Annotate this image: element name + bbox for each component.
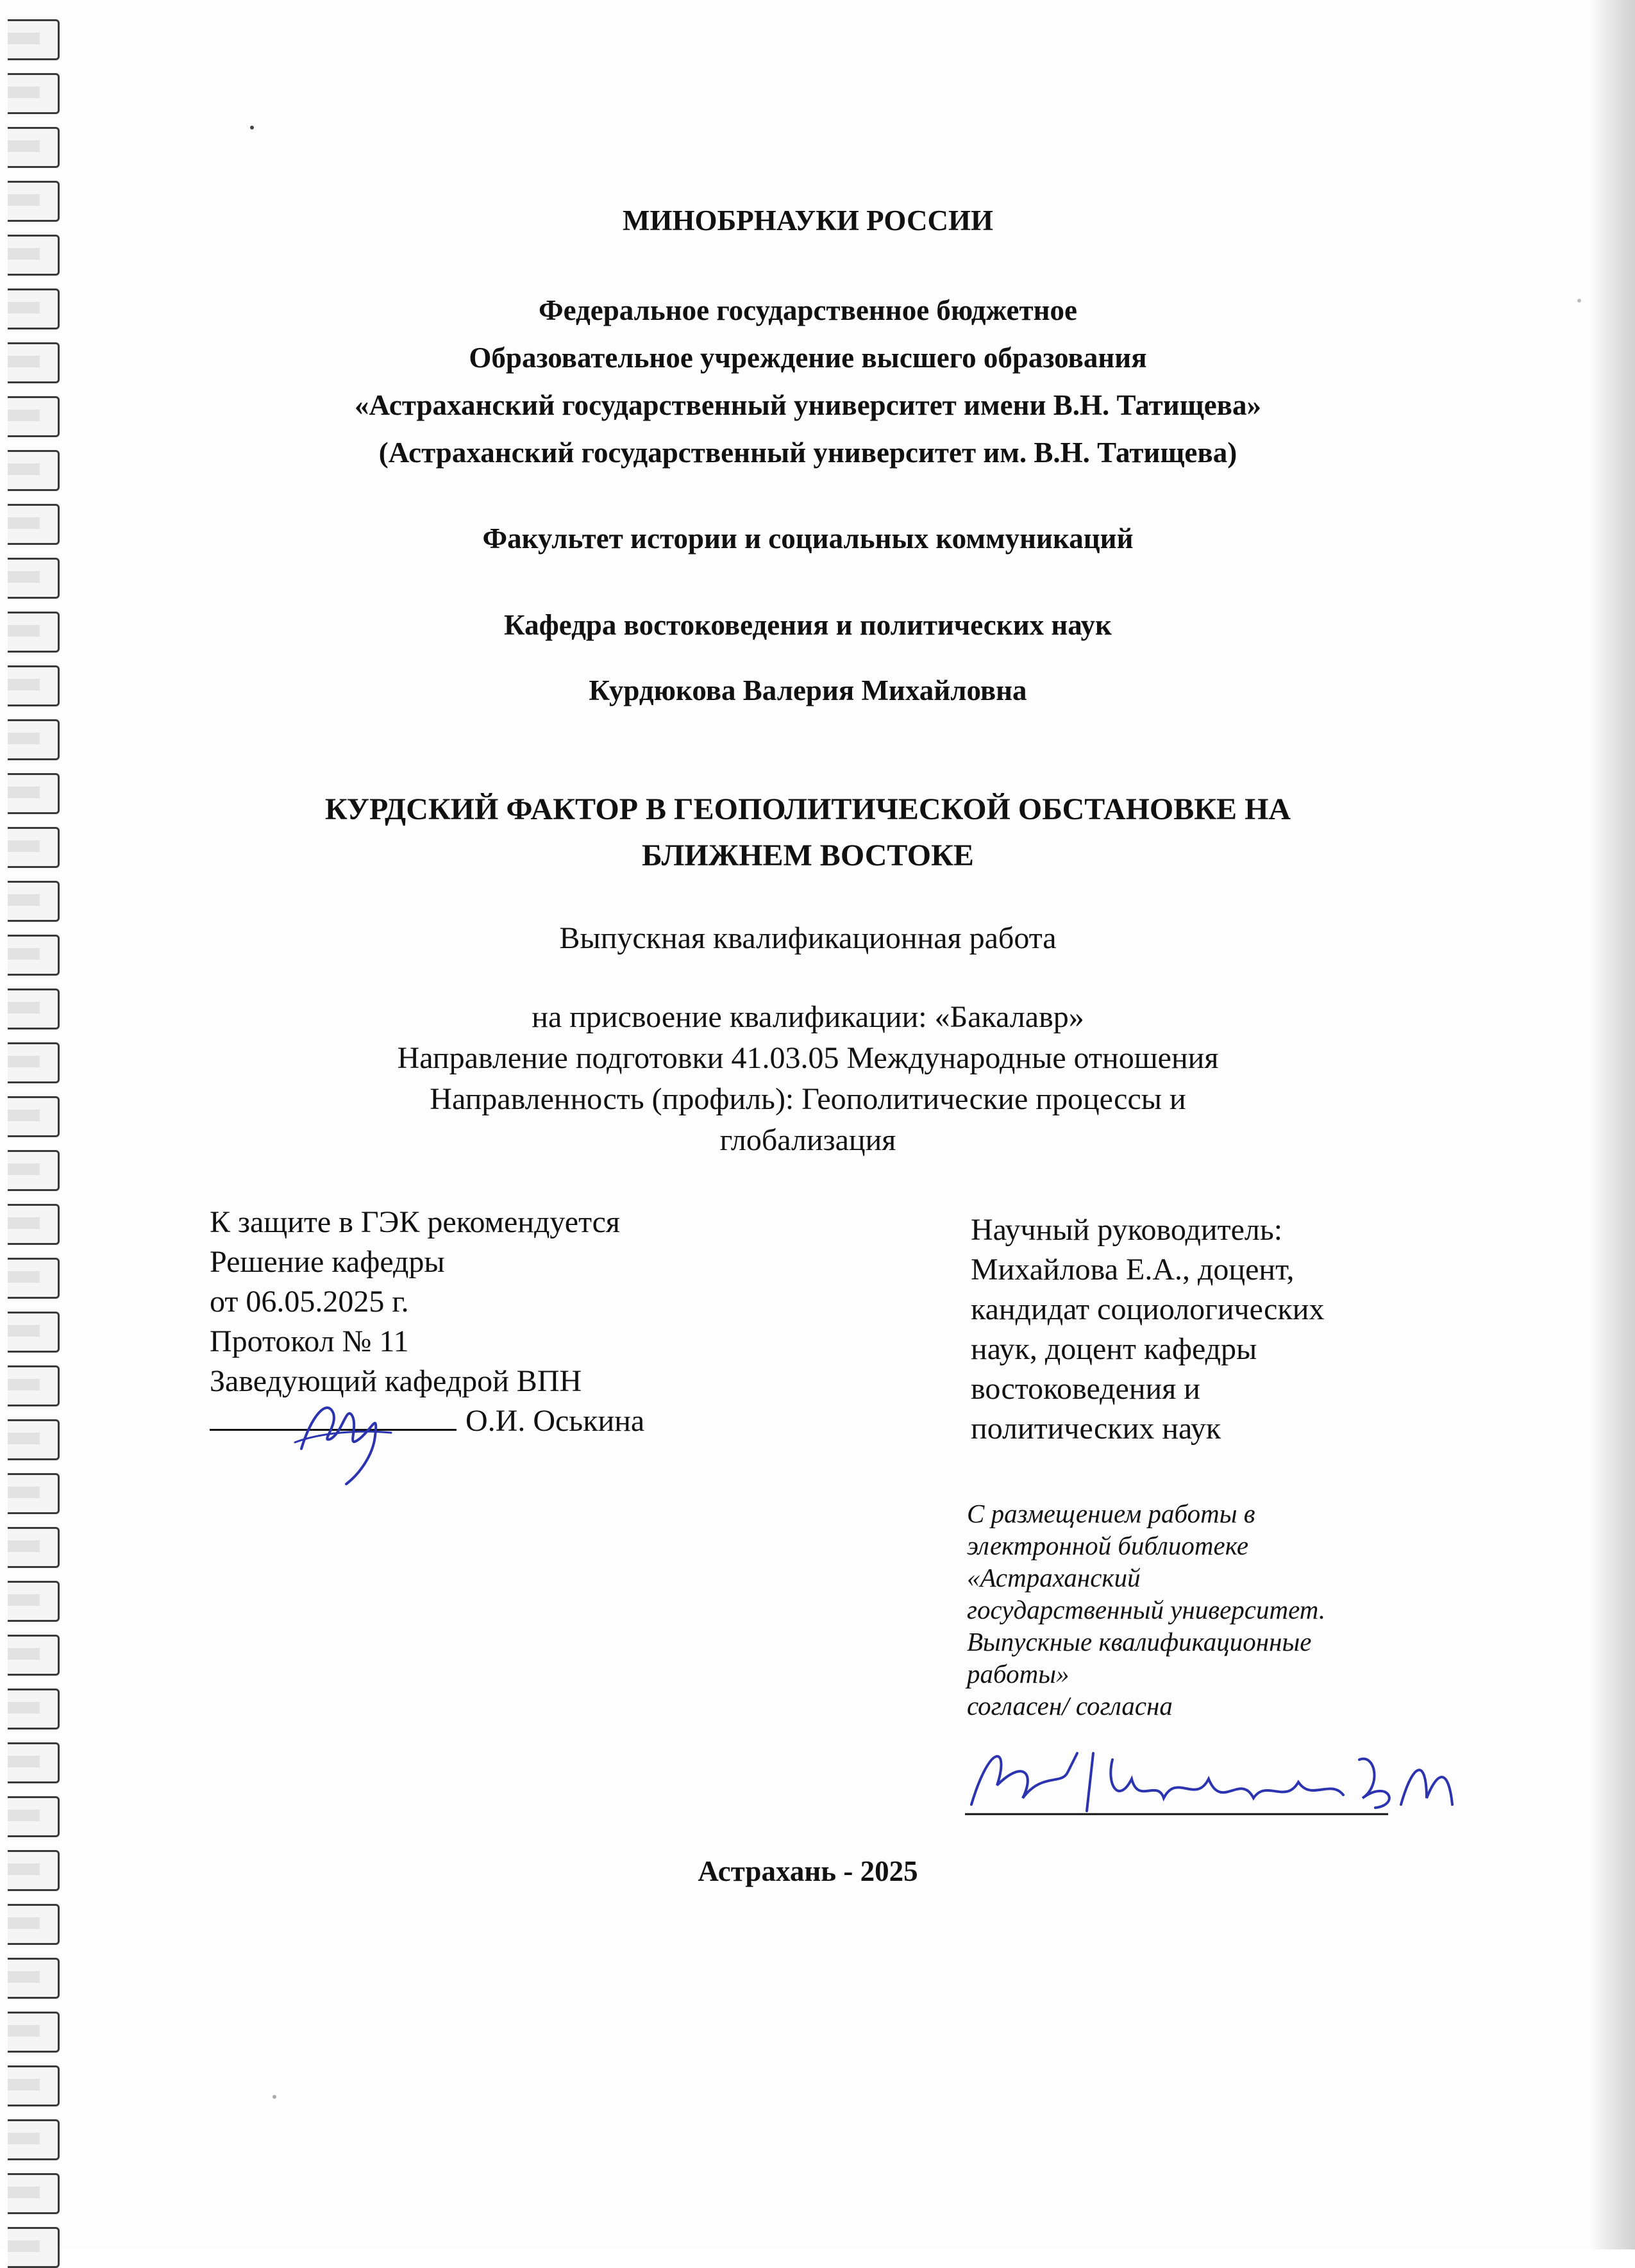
qualification-line-4: глобализация: [719, 1123, 896, 1157]
supervisor-line-4: наук, доцент кафедры: [971, 1332, 1257, 1366]
binding-ring: [8, 2065, 60, 2106]
consent-line-3: «Астраханский: [967, 1563, 1141, 1592]
supervisor-line-2: Михайлова Е.А., доцент,: [971, 1253, 1295, 1287]
binding-ring: [8, 288, 60, 329]
qualification-line-3: Направленность (профиль): Геополитические процессы и: [430, 1082, 1186, 1116]
binding-ring: [8, 1150, 60, 1191]
binding-ring: [8, 1312, 60, 1353]
spiral-binding: [0, 0, 71, 2249]
head-signature-row: [210, 1401, 644, 1441]
binding-ring: [8, 1473, 60, 1514]
binding-ring: [8, 1635, 60, 1676]
binding-ring: [8, 827, 60, 868]
binding-ring: [8, 1204, 60, 1245]
binding-ring: [8, 127, 60, 168]
binding-ring: [8, 2173, 60, 2214]
binding-ring: [8, 935, 60, 976]
library-consent-note: [967, 1497, 1325, 1722]
department-name: Кафедра востоковедения и политических наук: [504, 609, 1112, 641]
approval-line-1: К защите в ГЭК рекомендуется: [210, 1205, 621, 1239]
binding-ring: [8, 1796, 60, 1837]
binding-ring: [8, 2012, 60, 2053]
author-name: Курдюкова Валерия Михайловна: [589, 674, 1027, 706]
scan-speck: [1577, 299, 1581, 303]
consent-line-2: электронной библиотеке: [967, 1531, 1249, 1560]
binding-ring: [8, 1688, 60, 1730]
binding-ring: [8, 396, 60, 437]
scan-speck: [250, 126, 254, 129]
binding-ring: [8, 665, 60, 706]
institution-line-4: (Астраханский государственный университет им. В.Н. Татищева): [378, 437, 1237, 469]
approval-line-4: Протокол № 11: [210, 1324, 409, 1358]
supervisor-line-6: политических наук: [971, 1412, 1221, 1446]
consent-line-5: Выпускные квалификационные: [967, 1627, 1312, 1656]
supervisor-line-1: Научный руководитель:: [971, 1213, 1283, 1247]
institution-line-2: Образовательное учреждение высшего образования: [469, 342, 1147, 374]
binding-ring: [8, 1419, 60, 1460]
binding-ring: [8, 881, 60, 922]
supervisor-line-3: кандидат социологических: [971, 1292, 1325, 1326]
work-type: Выпускная квалификационная работа: [559, 921, 1057, 955]
supervisor-line-5: востоковедения и: [971, 1372, 1200, 1406]
binding-ring: [8, 1742, 60, 1783]
binding-ring: [8, 181, 60, 222]
head-signature-image: [282, 1378, 398, 1487]
binding-ring: [8, 988, 60, 1030]
page-stack-edge: [1590, 0, 1635, 2249]
consent-line-1: С размещением работы в: [967, 1499, 1255, 1528]
binding-ring: [8, 1365, 60, 1406]
approval-line-3: от 06.05.2025 г.: [210, 1285, 409, 1319]
city-year: Астрахань - 2025: [698, 1855, 918, 1887]
binding-ring: [8, 73, 60, 114]
institution-line-3: «Астраханский государственный университет имени В.Н. Татищева»: [355, 389, 1261, 421]
binding-ring: [8, 235, 60, 276]
approval-line-5: Заведующий кафедрой ВПН: [210, 1364, 582, 1398]
qualification-line-1: на присвоение квалификации: «Бакалавр»: [532, 1000, 1084, 1034]
binding-ring: [8, 558, 60, 599]
binding-ring: [8, 19, 60, 60]
approval-line-2: Решение кафедры: [210, 1245, 445, 1279]
binding-ring: [8, 1258, 60, 1299]
binding-ring: [8, 450, 60, 491]
head-name: О.И. Оськина: [465, 1404, 645, 1438]
binding-ring: [8, 2119, 60, 2160]
approval-block: [210, 1203, 644, 1441]
consent-line-6: работы»: [967, 1659, 1069, 1688]
binding-ring: [8, 612, 60, 653]
consent-line-7: согласен/ согласна: [967, 1691, 1173, 1721]
faculty-name: Факультет истории и социальных коммуникаций: [482, 522, 1134, 554]
supervisor-block: [971, 1210, 1324, 1449]
binding-ring: [8, 1527, 60, 1568]
qualification-line-2: Направление подготовки 41.03.05 Международные отношения: [397, 1041, 1219, 1075]
ministry-heading: МИНОБРНАУКИ РОССИИ: [623, 204, 993, 237]
scan-speck: [272, 2095, 276, 2099]
binding-ring: [8, 773, 60, 814]
binding-ring: [8, 342, 60, 383]
binding-ring: [8, 1581, 60, 1622]
binding-ring: [8, 504, 60, 545]
consent-line-4: государственный университет.: [967, 1595, 1326, 1624]
binding-ring: [8, 1096, 60, 1137]
binding-ring: [8, 1850, 60, 1891]
binding-ring: [8, 1904, 60, 1945]
student-signature-image: [965, 1734, 1465, 1830]
thesis-title-line-1: КУРДСКИЙ ФАКТОР В ГЕОПОЛИТИЧЕСКОЙ ОБСТАНОВКЕ НА: [324, 792, 1291, 826]
binding-ring: [8, 1958, 60, 1999]
binding-ring: [8, 719, 60, 760]
institution-line-1: Федеральное государственное бюджетное: [538, 294, 1078, 326]
binding-ring: [8, 2227, 60, 2268]
thesis-title-line-2: БЛИЖНЕМ ВОСТОКЕ: [642, 838, 974, 872]
binding-ring: [8, 1042, 60, 1083]
